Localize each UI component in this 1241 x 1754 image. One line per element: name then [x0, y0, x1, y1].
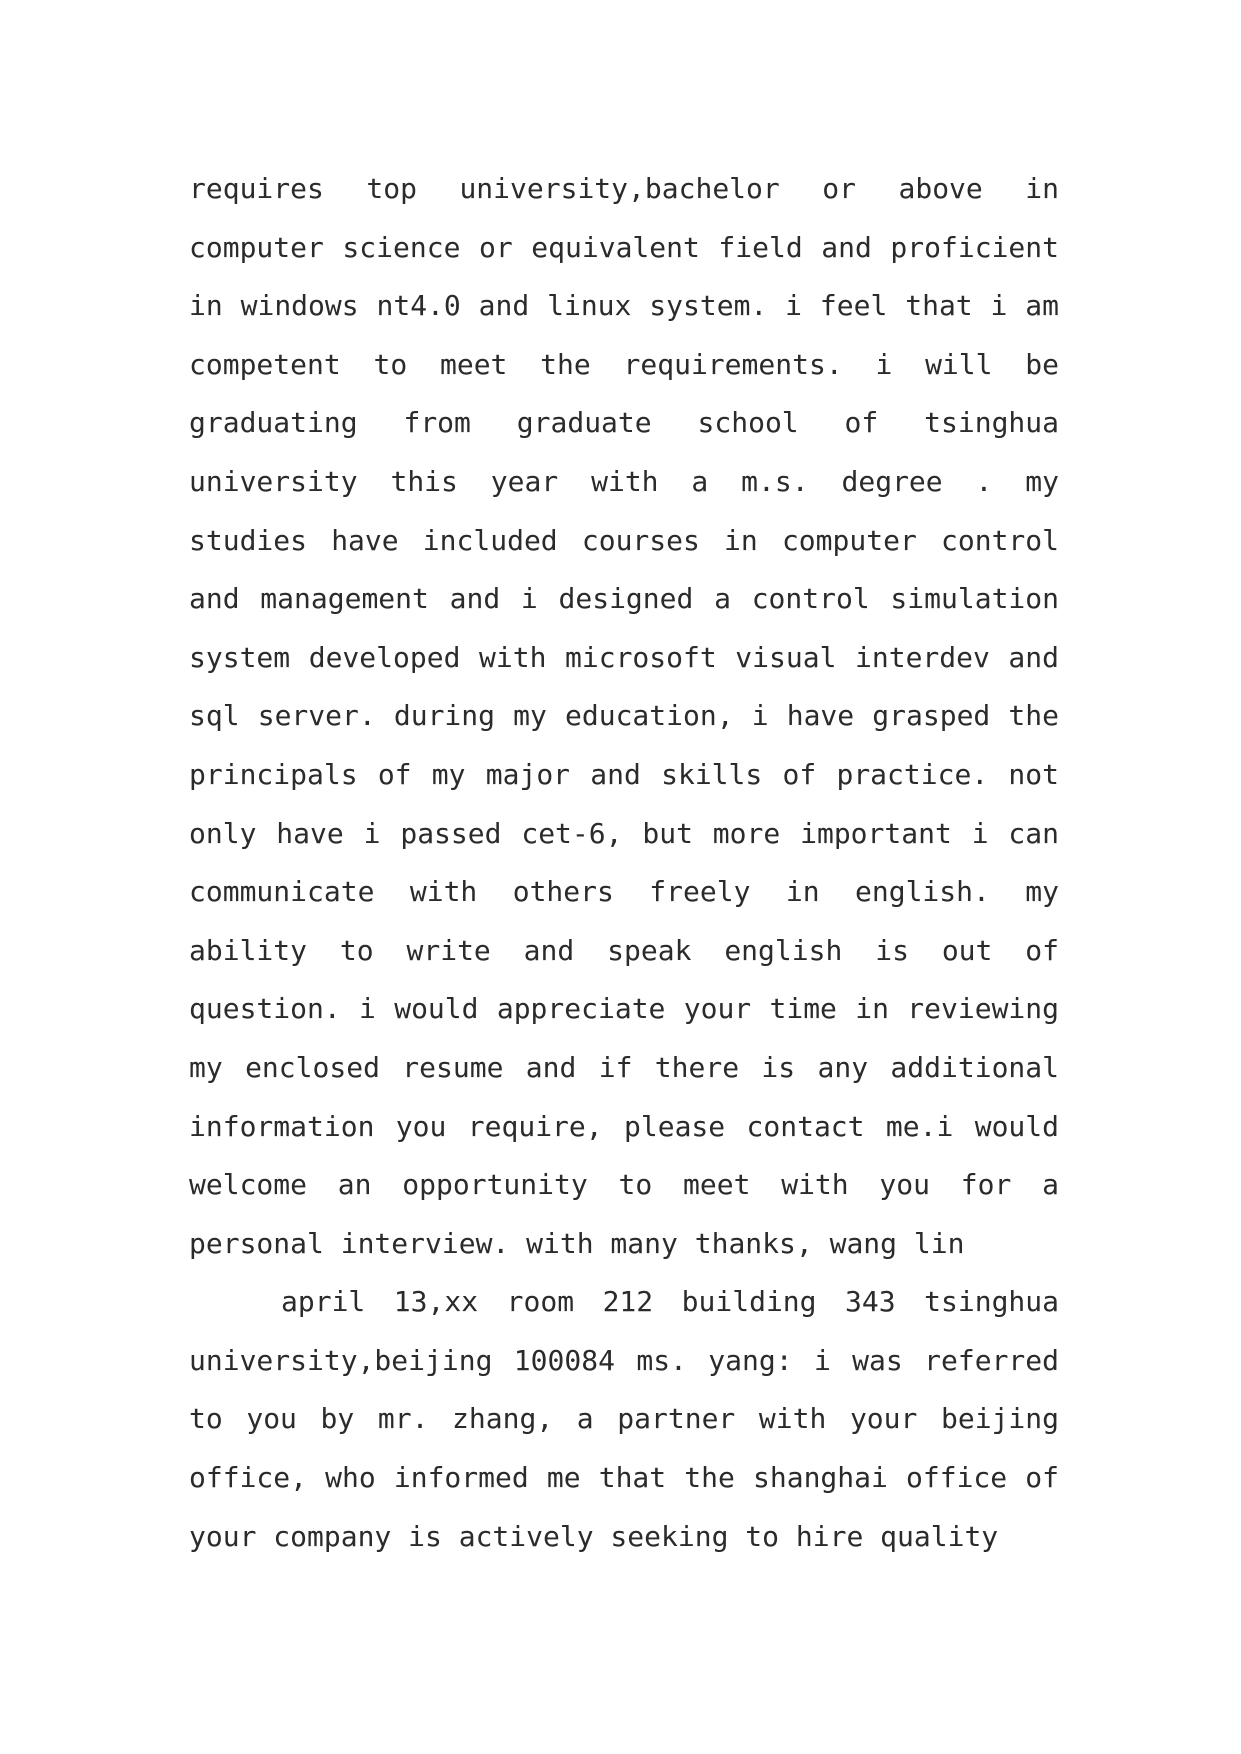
- body-text: [189, 160, 1059, 1566]
- paragraph-cover-letter-start: april 13,xx room 212 building 343 tsinghua university,beijing 100084 ms. yang: i was referred to you by mr. zhang, a partner with your beijing office, who informed me that the shanghai office of your company is actively seeking to hire quality: [189, 1285, 1059, 1553]
- paragraph-cover-letter-end: requires top university,bachelor or above in computer science or equivalent field and proficient in windows nt4.0 and linux system. i feel that i am competent to meet the requirements. i will be graduating from graduate school of tsinghua university this year with a m.s. degree . my studies have included courses in computer control and management and i designed a control simulation system developed with microsoft visual interdev and sql server. during my education, i have grasped the principals of my major and skills of practice. not only have i passed cet-6, but more important i can communicate with others freely in english. my ability to write and speak english is out of question. i would appreciate your time in reviewing my enclosed resume and if there is any additional information you require, please contact me.i would welcome an opportunity to meet with you for a personal interview. with many thanks, wang lin: [189, 172, 1059, 1260]
